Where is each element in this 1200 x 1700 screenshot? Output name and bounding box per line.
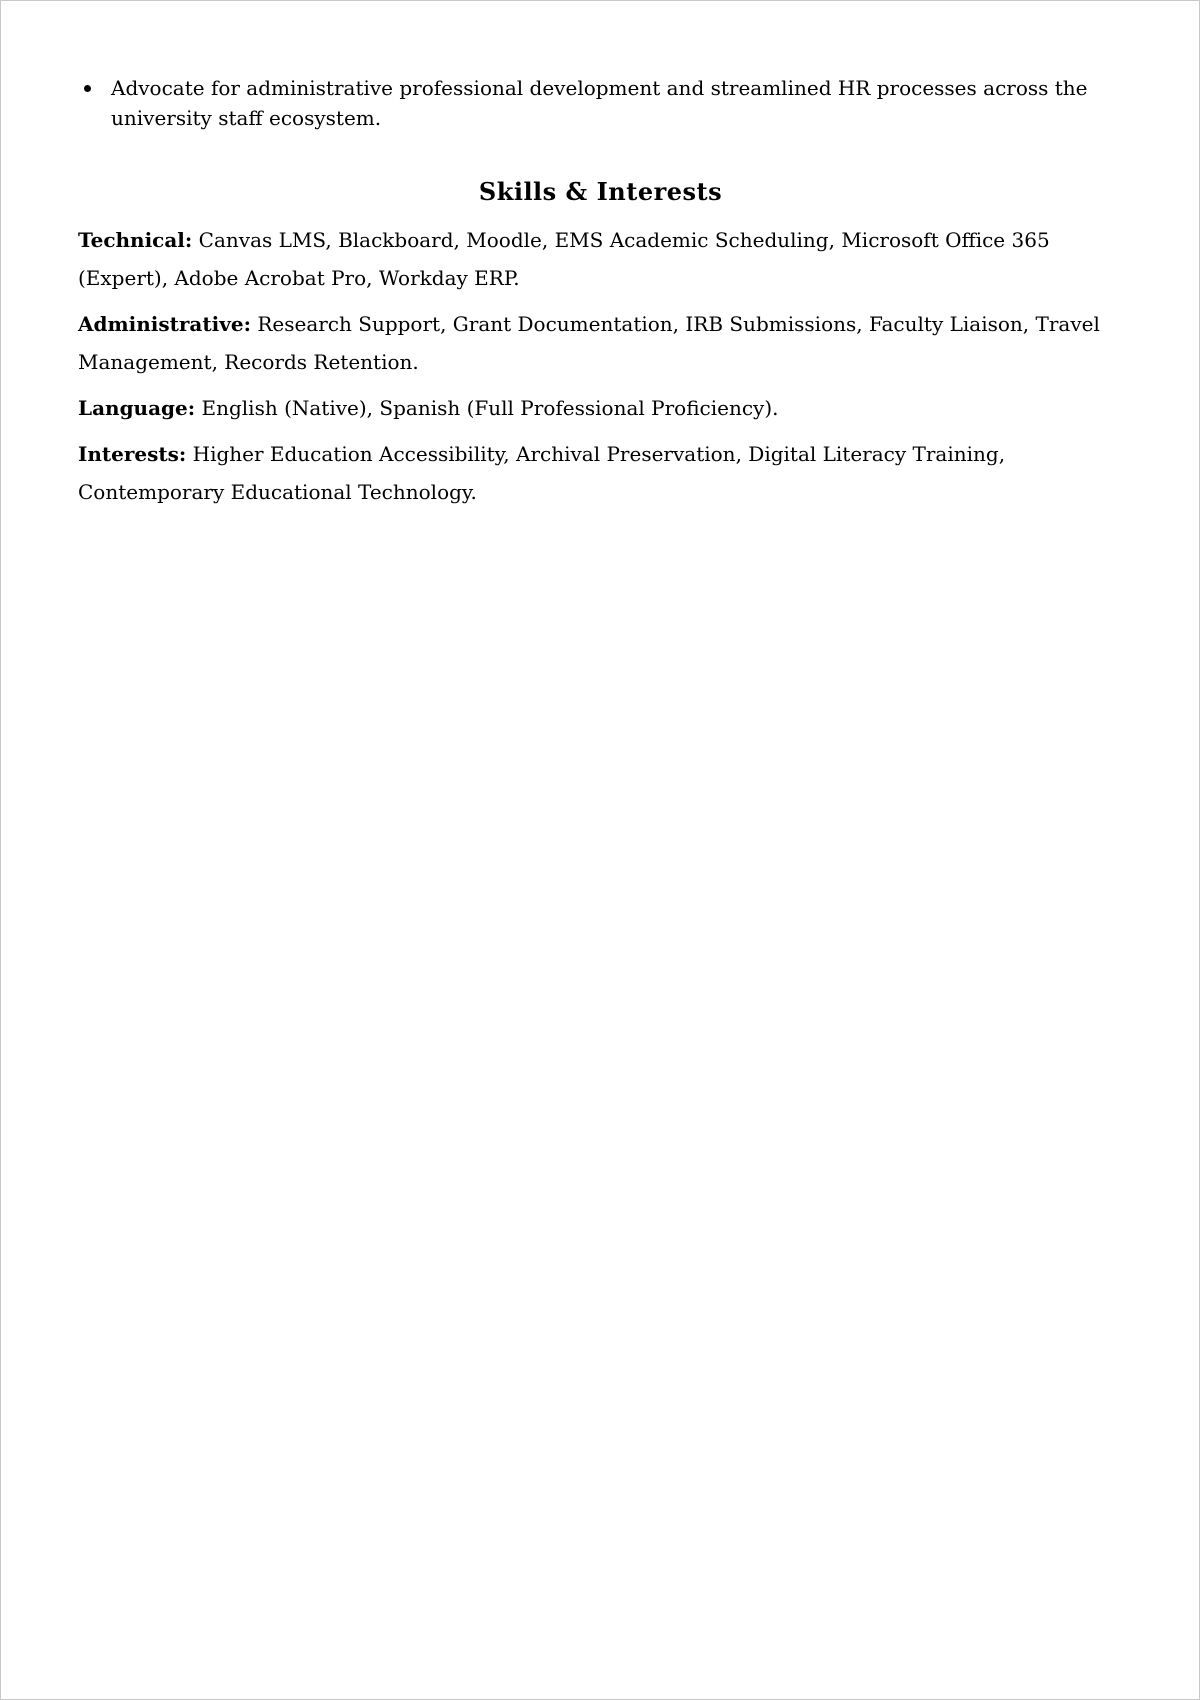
bullet-item [78,73,1123,133]
skill-label: Technical: [78,228,193,252]
skill-row-technical [78,221,1123,297]
skill-label: Interests: [78,442,187,466]
skill-label: Language: [78,396,196,420]
section-title: Skills & Interests [478,177,723,206]
bullet-list [78,73,1123,133]
skill-text: Research Support, Grant Documentation, IRB Submissions, Faculty Liaison, Travel Management, Records Retention. [78,312,1100,374]
skill-row-interests [78,435,1123,511]
skill-row-administrative [78,305,1123,381]
skill-row-language [78,389,1123,427]
skill-label: Administrative: [78,312,251,336]
skill-text: English (Native), Spanish (Full Professional Proficiency). [201,396,779,420]
document-content [78,73,1123,511]
bullet-dot-icon [84,85,91,92]
skill-text: Higher Education Accessibility, Archival Preservation, Digital Literacy Training, Contemporary Educational Technology. [78,442,1006,504]
bullet-text: Advocate for administrative professional development and streamlined HR processes across the university staff ecosystem. [111,76,1088,130]
skill-text: Canvas LMS, Blackboard, Moodle, EMS Academic Scheduling, Microsoft Office 365 (Expert), Adobe Acrobat Pro, Workday ERP. [78,228,1050,290]
